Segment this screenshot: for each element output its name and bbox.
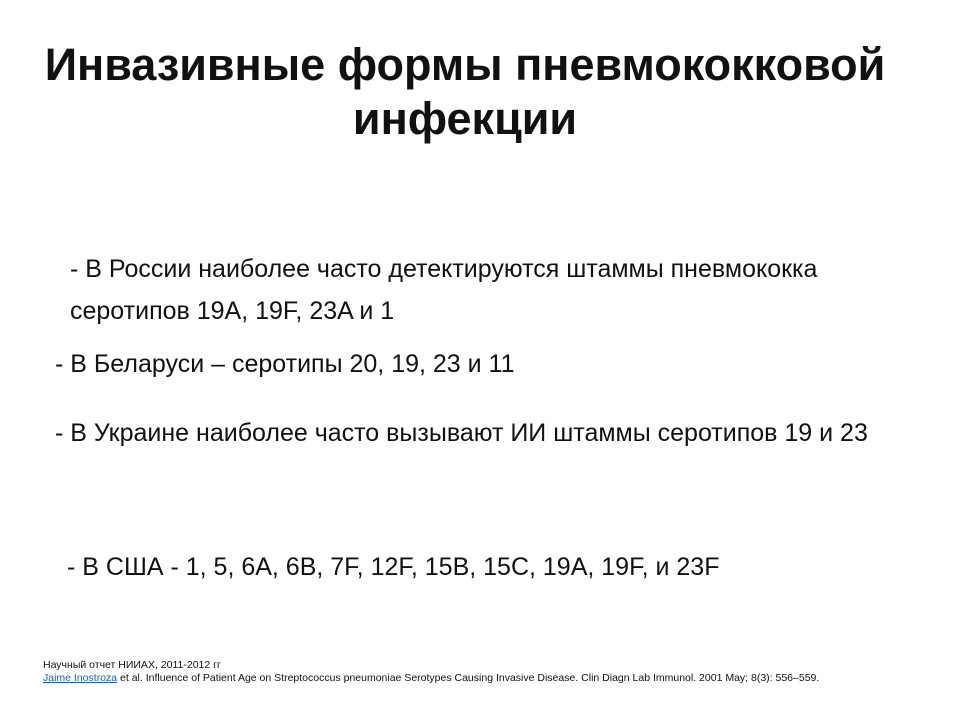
footnote-reference bbox=[43, 672, 923, 685]
bullet-ukraine: - В Украине наиболее часто вызывают ИИ штаммы серотипов 19 и 23 bbox=[55, 419, 868, 447]
reference-text: et al. Influence of Patient Age on Streptococcus pneumoniae Serotypes Causing Invasive Disease. Clin Diagn Lab Immunol. 2001 May; 8(3): 556–559. bbox=[117, 672, 820, 684]
reference-author-link[interactable]: Jaime Inostroza bbox=[43, 672, 118, 684]
footnote bbox=[43, 659, 923, 685]
bullet-usa: - В США - 1, 5, 6A, 6B, 7F, 12F, 15B, 15C, 19A, 19F, и 23F bbox=[67, 553, 720, 581]
slide-title: Инвазивные формы пневмококковой инфекции bbox=[44, 39, 886, 144]
bullet-russia: - В России наиболее часто детектируются штаммы пневмококка серотипов 19A, 19F, 23A и 1 bbox=[70, 255, 818, 325]
bullet-belarus: - В Беларуси – серотипы 20, 19, 23 и 11 bbox=[55, 350, 515, 378]
footnote-source: Научный отчет НИИАХ, 2011-2012 гг bbox=[43, 659, 221, 671]
